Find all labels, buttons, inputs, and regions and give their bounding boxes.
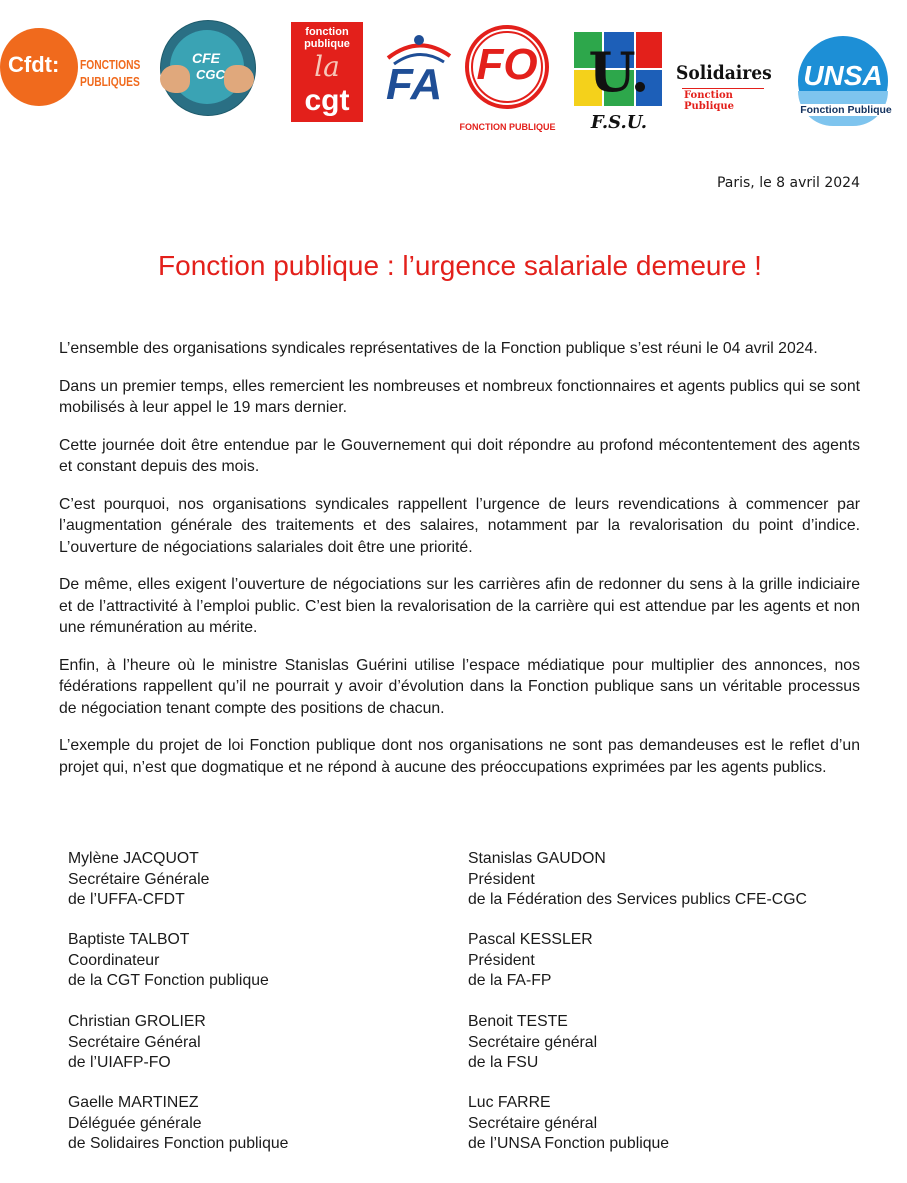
signatory-org: de la CGT Fonction publique — [68, 972, 269, 989]
solidaires-logo-mark: Solidaires — [676, 62, 772, 84]
paragraph: L’exemple du projet de loi Fonction publique dont nos organisations ne sont pas demandeuses est le reflet d’un projet qui, n’est que dogmatique et ne répond à aucune des préoccupations exprimées par les agents publics. — [59, 737, 860, 776]
signatory-org: de la FA-FP — [468, 972, 552, 989]
signatory-name: Baptiste TALBOT — [68, 931, 190, 948]
signatory-org: de l’UIAFP-FO — [68, 1054, 171, 1071]
signatory-block — [468, 849, 807, 911]
cfe-cgc-logo-mark1: CFE — [192, 50, 220, 66]
signatory-block — [468, 930, 593, 992]
fo-logo-subtitle: FONCTION PUBLIQUE — [459, 122, 556, 132]
document-title: Fonction publique : l’urgence salariale demeure ! — [158, 250, 762, 281]
paragraph: Enfin, à l’heure où le ministre Stanislas Guérini utilise l’espace médiatique pour multiplier des annonces, nos fédérations rappellent qu’il ne pourrait y avoir d’évolution dans la Fonction publique sans un véritable processus de négociation tenant compte des positions de chacun. — [59, 656, 860, 717]
fa-logo-mark: FA — [386, 60, 443, 109]
cfdt-logo-mark: Cfdt: — [8, 52, 60, 77]
union-logos-bar — [0, 0, 907, 150]
signatory-block — [68, 930, 269, 992]
signatory-block — [68, 849, 209, 911]
signatory-block — [468, 1012, 597, 1074]
paragraph: De même, elles exigent l’ouverture de négociations sur les carrières afin de redonner du sens à la grille indiciaire et de l’attractivité à l’emploi public. C’est bien la revalorisation de la carrière qui est attendue par les agents et non une rémunération au mérite. — [59, 576, 860, 636]
signatory-role: Secrétaire Général — [68, 1033, 201, 1051]
fsu-logo — [574, 32, 664, 137]
signatory-name: Mylène JACQUOT — [68, 850, 199, 867]
signatory-name: Stanislas GAUDON — [468, 850, 606, 867]
signatory-role: Président — [468, 951, 535, 969]
signatory-role: Coordinateur — [68, 951, 160, 969]
cfdt-logo-line1: FONCTIONS — [80, 58, 141, 72]
unsa-logo-subtitle: Fonction Publique — [794, 104, 898, 116]
cgt-logo-top1: fonction — [305, 26, 349, 38]
signatory-org: de la FSU — [468, 1054, 539, 1071]
cgt-logo-top2: publique — [304, 38, 350, 50]
paragraph: C’est pourquoi, nos organisations syndicales rappellent l’urgence de leurs revendications à commencer par l’augmentation générale des traitements et des salaires, notamment par la revalorisation du point d’indice. L’ouverture de négociations salariales doit être une priorité. — [59, 495, 860, 556]
signatory-role: Secrétaire général — [468, 1114, 598, 1132]
signatory-org: de la Fédération des Services publics CFE-CGC — [468, 891, 807, 908]
fo-logo-mark: FO — [476, 40, 538, 89]
signatory-name: Gaelle MARTINEZ — [68, 1094, 199, 1111]
cfe-cgc-logo — [160, 20, 256, 116]
signatory-name: Benoit TESTE — [468, 1013, 568, 1030]
solidaires-logo-subtitle: Fonction Publique — [684, 90, 735, 112]
fsu-logo-mark: U. — [588, 40, 650, 104]
signatory-name: Luc FARRE — [468, 1094, 551, 1111]
signatory-role: Secrétaire Générale — [68, 870, 210, 888]
paragraph: L’ensemble des organisations syndicales représentatives de la Fonction publique s’est réuni le 04 avril 2024. — [59, 340, 818, 357]
cfdt-logo-line2: PUBLIQUES — [80, 75, 140, 89]
signatory-name: Christian GROLIER — [68, 1013, 206, 1030]
solidaires-logo — [676, 62, 772, 112]
signatory-org: de l’UNSA Fonction publique — [468, 1135, 670, 1152]
document-date: Paris, le 8 avril 2024 — [716, 175, 860, 191]
fsu-logo-subtitle: F.S.U. — [590, 112, 648, 133]
cgt-logo — [291, 22, 363, 122]
unsa-logo-mark: UNSA — [803, 60, 883, 91]
signatory-name: Pascal KESSLER — [468, 931, 593, 948]
signatory-role: Secrétaire général — [468, 1033, 598, 1051]
signatory-org: de Solidaires Fonction publique — [68, 1135, 289, 1152]
cgt-logo-mark: cgt — [304, 84, 350, 117]
cfe-cgc-logo-mark2: CGC — [196, 67, 225, 82]
signatory-org: de l’UFFA-CFDT — [68, 891, 185, 908]
signatory-block — [468, 1093, 669, 1155]
document-body — [59, 338, 860, 794]
cfdt-logo — [0, 28, 150, 106]
unsa-logo — [794, 36, 900, 126]
signatory-block — [68, 1093, 288, 1155]
cgt-logo-script: la — [314, 50, 340, 83]
signatory-role: Déléguée générale — [68, 1114, 202, 1132]
signatory-block — [68, 1012, 206, 1074]
fo-logo — [455, 25, 560, 137]
paragraph: Cette journée doit être entendue par le Gouvernement qui doit répondre au profond mécontentement des agents et constant depuis des mois. — [59, 436, 860, 475]
signatory-role: Président — [468, 870, 535, 888]
fa-logo — [384, 30, 454, 120]
paragraph: Dans un premier temps, elles remercient les nombreuses et nombreux fonctionnaires et agents publics qui se sont mobilisés à leur appel le 19 mars dernier. — [59, 377, 860, 416]
